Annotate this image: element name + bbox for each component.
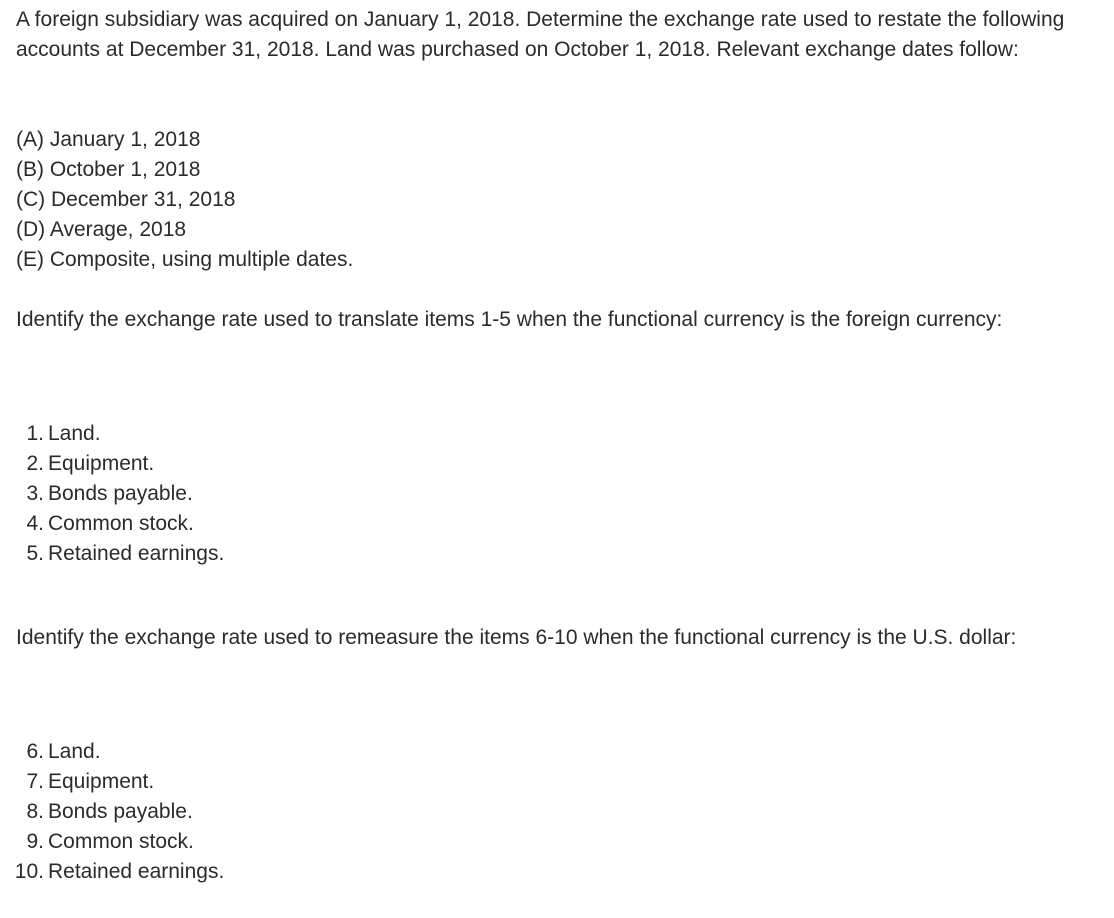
item-text: Bonds payable. xyxy=(48,800,193,823)
item-text: Common stock. xyxy=(48,830,194,853)
remeasure-item-list xyxy=(10,737,410,887)
item-text: Retained earnings. xyxy=(48,542,225,565)
option-e: (E) Composite, using multiple dates. xyxy=(16,248,354,271)
remeasure-question-prompt: Identify the exchange rate used to remeasure the items 6-10 when the functional currency is the U.S. dollar: xyxy=(16,626,1017,649)
list-item xyxy=(10,797,410,827)
item-number: 8. xyxy=(26,800,44,823)
item-text: Retained earnings. xyxy=(48,860,225,883)
intro-paragraph: A foreign subsidiary was acquired on January 1, 2018. Determine the exchange rate used to restate the following accounts at December 31, 2018. Land was purchased on October 1, 2018. Relevant exchange dates follow: xyxy=(16,8,1065,61)
item-text: Bonds payable. xyxy=(48,482,193,505)
list-item xyxy=(10,539,410,569)
list-item xyxy=(10,479,410,509)
list-item xyxy=(10,827,410,857)
list-item xyxy=(10,737,410,767)
option-a: (A) January 1, 2018 xyxy=(16,128,201,151)
option-b: (B) October 1, 2018 xyxy=(16,158,201,181)
item-text: Equipment. xyxy=(48,770,155,793)
list-item xyxy=(10,449,410,479)
item-number: 5. xyxy=(26,542,44,565)
item-number: 7. xyxy=(26,770,44,793)
item-number: 4. xyxy=(26,512,44,535)
option-c: (C) December 31, 2018 xyxy=(16,188,236,211)
list-item xyxy=(10,509,410,539)
exchange-date-options xyxy=(16,125,1091,275)
item-number: 10. xyxy=(14,860,44,883)
option-d: (D) Average, 2018 xyxy=(16,218,187,241)
item-text: Common stock. xyxy=(48,512,194,535)
translate-question-prompt: Identify the exchange rate used to translate items 1-5 when the functional currency is the foreign currency: xyxy=(16,308,1003,331)
list-item xyxy=(10,767,410,797)
option-list xyxy=(16,125,1091,275)
item-number: 1. xyxy=(26,422,44,445)
item-text: Land. xyxy=(48,422,101,445)
translate-item-list xyxy=(10,419,410,569)
item-number: 2. xyxy=(26,452,44,475)
item-number: 3. xyxy=(26,482,44,505)
item-text: Equipment. xyxy=(48,452,155,475)
list-item xyxy=(10,419,410,449)
item-number: 6. xyxy=(26,740,44,763)
list-item xyxy=(10,857,410,887)
item-number: 9. xyxy=(26,830,44,853)
item-text: Land. xyxy=(48,740,101,763)
